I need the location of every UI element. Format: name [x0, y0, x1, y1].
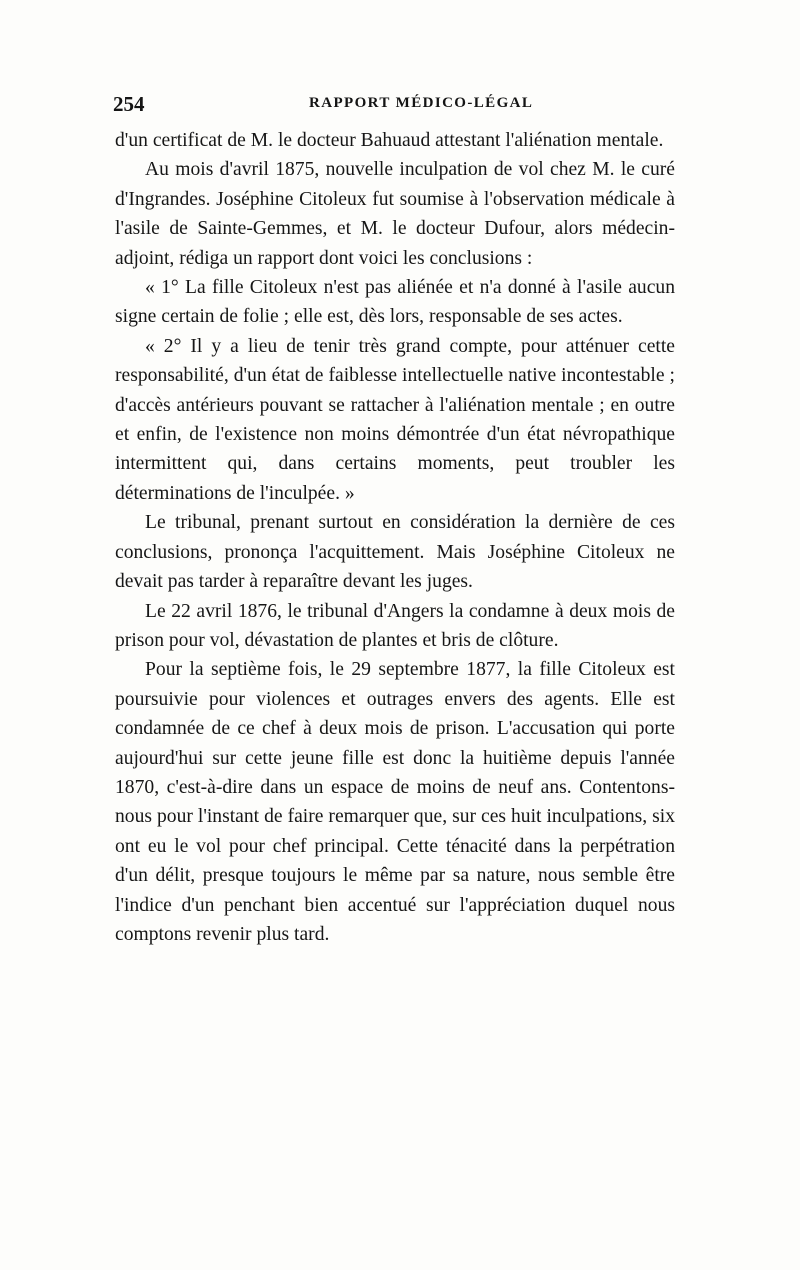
- page-header: [113, 92, 673, 118]
- paragraph-april-1875: Au mois d'avril 1875, nouvelle inculpation de vol chez M. le curé d'Ingrandes. Joséphine Citoleux fut soumise à l'observation médicale à l'asile de Sainte-Gemmes, et M. le docteur Dufour, alors médecin-adjoint, rédiga un rapport dont voici les conclusions :: [115, 159, 675, 269]
- running-title: RAPPORT MÉDICO-LÉGAL: [309, 95, 534, 111]
- paragraph-april-1876: Le 22 avril 1876, le tribunal d'Angers la condamne à deux mois de prison pour vol, dévastation de plantes et bris de clôture.: [115, 600, 675, 651]
- quote-conclusion-1: « 1° La fille Citoleux n'est pas aliénée et n'a donné à l'asile aucun signe certain de folie ; elle est, dès lors, responsable de ses actes.: [115, 277, 675, 328]
- text-body: [115, 126, 675, 949]
- paragraph-tribunal: Le tribunal, prenant surtout en considération la dernière de ces conclusions, prononça l'acquittement. Mais Joséphine Citoleux ne devait pas tarder à reparaître devant les juges.: [115, 512, 675, 593]
- quote-conclusion-2: « 2° Il y a lieu de tenir très grand compte, pour atténuer cette responsabilité, d'un état de faiblesse intellectuelle native incontestable ; d'accès antérieurs pouvant se rattacher à l'aliénation mentale ; en outre et enfin, de l'existence non moins démontrée d'un état névropathique intermittent qui, dans certains moments, peut troubler les déterminations de l'inculpée. »: [115, 335, 675, 504]
- page-number: 254: [113, 92, 145, 116]
- paragraph-continuation: d'un certificat de M. le docteur Bahuaud attestant l'aliénation mentale.: [115, 130, 664, 151]
- paragraph-september-1877: Pour la septième fois, le 29 septembre 1877, la fille Citoleux est poursuivie pour violences et outrages envers des agents. Elle est condamnée de ce chef à deux mois de prison. L'accusation qui porte aujourd'hui sur cette jeune fille est donc la huitième depuis l'année 1870, c'est-à-dire dans un espace de moins de neuf ans. Contentons-nous pour l'instant de faire remarquer que, sur ces huit inculpations, six ont eu le vol pour chef principal. Cette ténacité dans la perpétration d'un délit, presque toujours le même par sa nature, nous semble être l'indice d'un penchant bien accentué sur l'appréciation duquel nous comptons revenir plus tard.: [115, 659, 675, 945]
